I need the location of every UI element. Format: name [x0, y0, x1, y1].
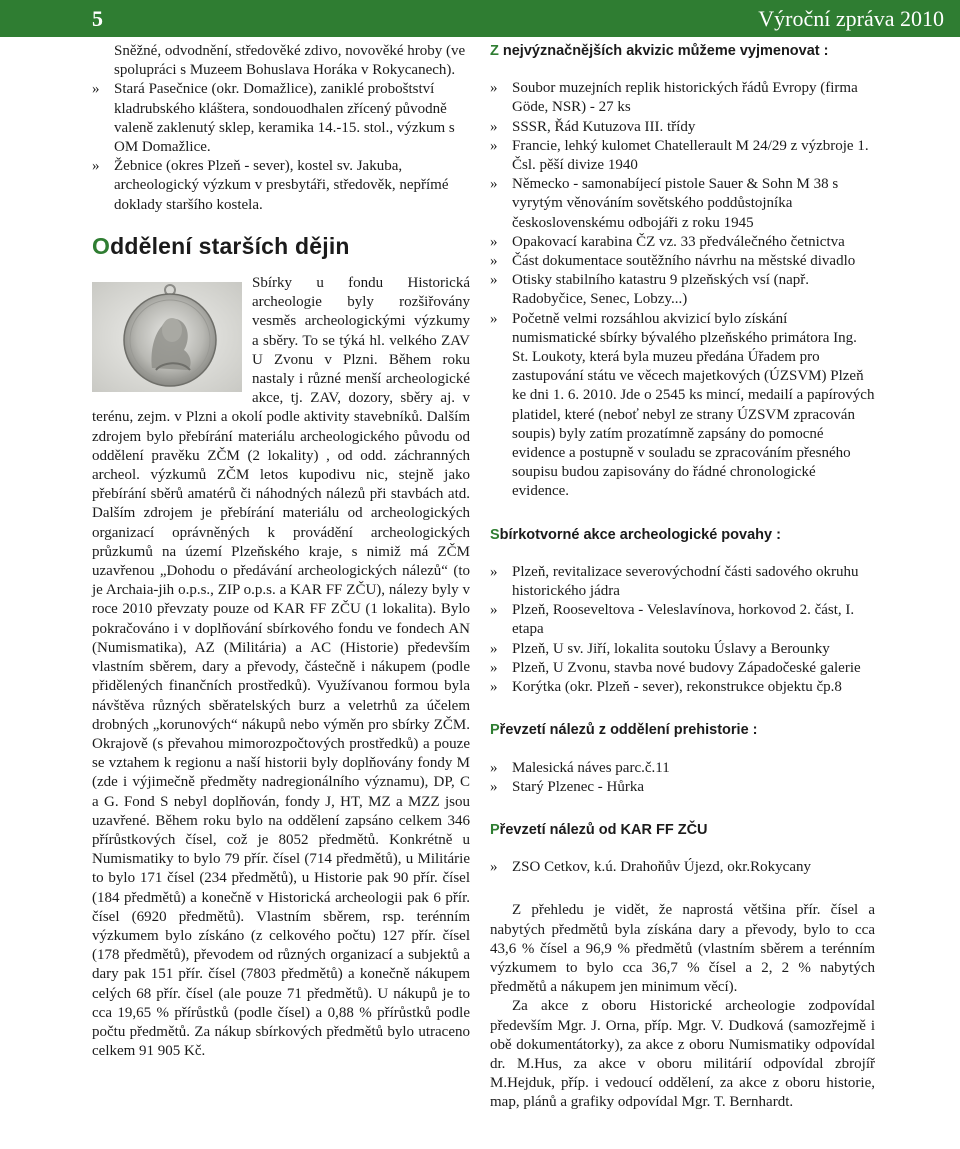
list-item: » Německo - samonabíjecí pistole Sauer & Sohn M 38 s vyrytým věnováním sovětského poddůstojníka československému odbojáři z roku 1945 [490, 176, 839, 231]
list-item: » Soubor muzejních replik historických řádů Evropy (firma Göde, NSR) - 27 ks [490, 80, 858, 116]
list-item: » Stará Pasečnice (okr. Domažlice), zaniklé proboštství kladrubského kláštera, sondouodhalen zřícený původně valeně zaklenutý sklep, keramika 14.-15. stol., výzkum s OM Domažlice. [92, 81, 455, 156]
section-heading: Oddělení starších dějin [92, 232, 350, 259]
acquisitions-heading: Z nejvýznačnějších akvizic můžeme vyjmenovat : [490, 43, 829, 59]
left-column [92, 42, 470, 1061]
list-item: » Část dokumentace soutěžního návrhu na městské divadlo [490, 253, 856, 270]
list-item: » ZSO Cetkov, k.ú. Drahoňův Újezd, okr.Rokycany [490, 859, 811, 876]
list-item: » Plzeň, revitalizace severovýchodní části sadového okruhu historického jádra [490, 563, 859, 600]
header-bar [0, 0, 960, 37]
medal-image [92, 282, 242, 392]
list-item: » Žebnice (okres Plzeň - sever), kostel sv. Jakuba, archeologický výzkum v presbytáři, středověk, nepřímé doklady staršího kostela. [92, 158, 449, 213]
right-column [490, 42, 875, 1113]
list-item: » Malesická náves parc.č.11 [490, 759, 670, 776]
list-item: » Početně velmi rozsáhlou akvizicí bylo získání numismatické sbírky bývalého plzeňského primátora Ing. St. Loukoty, která byla muzeu předána Úřadem pro zastupování státu ve věcech majetkových (ÚZSVM) Plzeň ke dni 1. 6. 2010. Jde o 2545 ks mincí, medailí a papírových platidel, které (neboť nebyl ze strany ÚZSVM zpracován soupis) byly zatím prozatímně zapsány do pomocné evidence a postupně v souladu se zpracováním přesného soupisu budou zapisovány do řádné chronologické evidence. [490, 310, 875, 500]
list-item: » SSSR, Řád Kutuzova III. třídy [490, 118, 696, 135]
collection-actions-heading: Sbírkotvorné akce archeologické povahy : [490, 526, 781, 543]
list-item: » Otisky stabilního katastru 9 plzeňských vsí (např. Radobyčice, Senec, Lobzy...) [490, 272, 810, 308]
list-item: » Opakovací karabina ČZ vz. 33 předválečného četnictva [490, 233, 845, 250]
list-item: » Plzeň, Rooseveltova - Veleslavínova, horkovod 2. část, I. etapa [490, 602, 855, 638]
page-number: 5 [92, 6, 103, 31]
section-body: Sbírky u fondu Historická archeologie byly rozšiřovány vesměs archeologickými výzkumy a sběry. To se týká hl. velkého ZAV U Zvonu v Plzni. Během roku nastaly i různé menší archeologické akce, tj. ZAV, dozory, sběry aj. v terénu, zejm. v Plzni a okolí podle aktivity stavebníků. Dalším zdrojem bylo přebírání materiálu archeologického původu od oddělení pravěku ZČM (2 lokality) , od odd. záchranných archeol. výzkumů ZČM letos kupodivu nic, stejně jako přebírání sběrů amatérů či náhodných nálezů při stavbách atd. Dalším zdrojem je přebírání materiálu od archeologických organizací oprávněných k provádění archeologických průzkumů na území Plzeňského kraje, s nimiž má ZČM uzavřenou „Dohodu o předávání archeologických nálezů“ (to je Archaia-jih o.p.s., ZIP o.p.s. a KAR FF ZČU), nálezy byly v roce 2010 převzaty pouze od KAR FF ZČU (1 lokalita). Bylo pokračováno i v doplňování sbírkového fondu ve fondech AN (Numismatika), AZ (Militária) a AC (Historie) především vlastním sběrem, dary a převody, částečně i nákupem (podle přidělených finančních prostředků). Využívanou formou byla návštěva různých sběratelských burz a veletrhů za účelem drobných „korunových“ nákupů nebo výměn pro sbírky ZČM. Okrajově (s převahou mimorozpočtových prostředků) a pouze se vztahem k regionu a naší historii byly doplňovány fondy M (zde i výjimečně předměty nadregionálního významu), DP, C a G. Fond S nebyl doplňován, fondy J, HT, MZ a MZZ jsou uzavřené. Během roku bylo na oddělení zapsáno celkem 346 přírůstkových čísel, což je 8052 předmětů. Konkrétně u Numismatiky to bylo 79 přír. čísel (714 předmětů), u Militárie to bylo 171 čísel (234 předmětů), u Historie pak 90 přír. čísel (184 předmětů) a konečně v Historická archeologii pak 6 přír. čísel (6920 předmětů). Vlastním sběrem, rsp. terénním výzkumem bylo získáno (z celkového počtu) 127 přír. čísel (178 předmětů), převodem od různých organizací a subjektů a dary pak 151 přír. čísel (7803 předmětů) a konečně nákupem celých 68 přír. čísel (ale pouze 71 předmětů). U nákupů je to cca 19,65 % přírůstků (podle čísel) a 0,88 % přírůstků podle počtu předmětů. Za nákup sbírkových předmětů bylo utraceno celkem 91 905 Kč. [92, 275, 470, 1060]
responsibility-paragraph: Za akce z oboru Historické archeologie zodpovídal především Mgr. J. Orna, příp. Mgr. V. Dudková (samozřejmě i obě dokumentátorky), za akce z oboru Numismatiky odpovídal dr. M.Hus, za akce v oboru militárií odpovídal zbrojíř M.Hejduk, příp. i vedoucí oddělení, za akce z oboru historie, map, plánů a grafiky odpovídal Mgr. T. Bernhardt. [490, 998, 875, 1111]
list-item: » Starý Plzenec - Hůrka [490, 778, 645, 795]
intro-continuation: Sněžné, odvodnění, středověké zdivo, novověké hroby (ve spolupráci s Muzeem Bohuslava Horáka v Rokycanech). [114, 43, 466, 79]
list-item: » Francie, lehký kulomet Chatellerault M 24/29 z výzbroje 1. Čsl. pěší divize 1940 [490, 137, 869, 174]
list-item: » Korýtka (okr. Plzeň - sever), rekonstrukce objektu čp.8 [490, 679, 842, 696]
kar-heading: Převzetí nálezů od KAR FF ZČU [490, 821, 708, 838]
prehistory-heading: Převzetí nálezů z oddělení prehistorie : [490, 722, 758, 739]
report-title: Výroční zpráva 2010 [758, 6, 944, 31]
summary-paragraph: Z přehledu je vidět, že naprostá většina přír. čísel a nabytých předmětů byla získána dary a převody, bylo to cca 43,6 % čísel a 96,9 % předmětů (vlastním sběrem a terénním výzkumem to bylo cca 36,7 % čísel a 2, 2 % nabytých předmětů a nákupem jen minimum věcí). [490, 902, 875, 996]
list-item: » Plzeň, U sv. Jiří, lokalita soutoku Úslavy a Berounky [490, 640, 830, 657]
list-item: » Plzeň, U Zvonu, stavba nové budovy Západočeské galerie [490, 659, 861, 676]
